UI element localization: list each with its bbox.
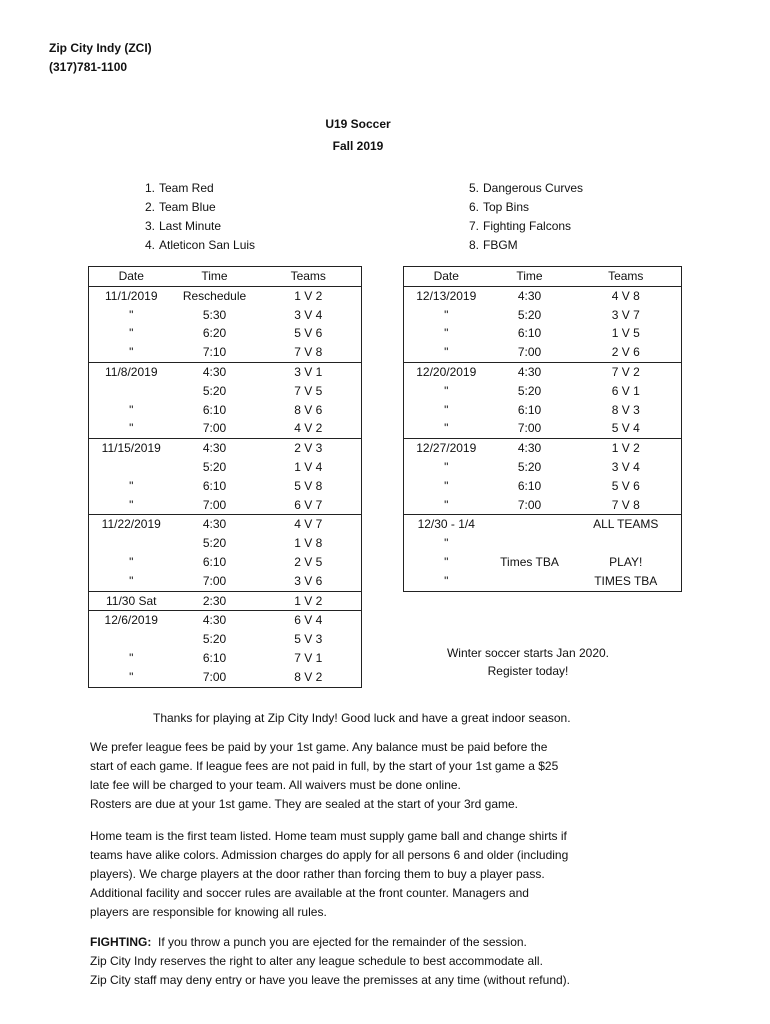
schedule-cell-teams: 1 V 2 xyxy=(256,591,362,611)
schedule-cell-time: 7:00 xyxy=(202,497,227,512)
schedule-cell-teams: 3 V 4 xyxy=(611,459,640,474)
schedule-cell-time: 6:10 xyxy=(517,402,542,417)
schedule-row xyxy=(89,382,362,401)
schedule-cell-date: 12/30 - 1/4 xyxy=(404,515,489,534)
schedule-cell-time: 7:00 xyxy=(517,421,542,436)
schedule-row xyxy=(404,286,682,305)
schedule-cell-time: 5:20 xyxy=(202,632,227,647)
schedule-cell-date: " xyxy=(129,326,134,341)
schedule-cell-teams: ALL TEAMS xyxy=(571,515,682,534)
schedule-row xyxy=(89,286,362,305)
team-name: Top Bins xyxy=(483,200,530,214)
schedule-row xyxy=(89,553,362,572)
schedule-row xyxy=(89,439,362,458)
schedule-cell-time: 5:20 xyxy=(202,383,227,398)
schedule-cell-teams: 6 V 4 xyxy=(256,611,362,630)
schedule-cell-teams: 1 V 4 xyxy=(294,459,323,474)
schedule-cell-teams: 8 V 3 xyxy=(611,402,640,417)
schedule-cell-date: 11/15/2019 xyxy=(89,439,174,458)
schedule-cell-time: 4:30 xyxy=(489,362,571,381)
schedule-table-left xyxy=(88,266,362,688)
schedule-cell-time: 5:20 xyxy=(202,459,227,474)
schedule-cell-time: 4:30 xyxy=(174,611,256,630)
schedule-cell-time: 7:00 xyxy=(202,421,227,436)
schedule-row xyxy=(404,534,682,553)
schedule-cell-date: " xyxy=(444,478,449,493)
schedule-cell-teams: 5 V 8 xyxy=(294,478,323,493)
schedule-cell-date: " xyxy=(129,669,134,684)
team-number: 7. xyxy=(468,219,479,233)
team-number: 2. xyxy=(144,200,155,214)
schedule-cell-time xyxy=(489,515,571,534)
schedule-cell-date: " xyxy=(444,573,449,588)
team-list-item xyxy=(137,236,255,255)
schedule-cell-teams: 3 V 6 xyxy=(294,573,323,588)
schedule-cell-date xyxy=(89,630,174,649)
schedule-row xyxy=(89,630,362,649)
team-list-item xyxy=(137,198,255,217)
team-name: Last Minute xyxy=(159,219,222,233)
schedule-row xyxy=(404,458,682,477)
schedule-cell-teams: 1 V 5 xyxy=(611,326,640,341)
schedule-cell-date: " xyxy=(444,326,449,341)
schedule-cell-teams: 1 V 2 xyxy=(294,288,323,303)
schedule-cell-time: 7:00 xyxy=(202,573,227,588)
fees-line: We prefer league fees be paid by your 1st game. Any balance must be paid before the xyxy=(90,740,548,754)
schedule-row xyxy=(404,515,682,534)
team-number: 5. xyxy=(468,181,479,195)
schedule-cell-date: " xyxy=(444,459,449,474)
schedule-cell-date: " xyxy=(129,421,134,436)
schedule-cell-time: 4:30 xyxy=(489,439,571,458)
teams-header: Teams xyxy=(256,267,362,287)
schedule-cell-teams: 8 V 6 xyxy=(294,402,323,417)
schedule-row xyxy=(89,343,362,362)
schedule-row xyxy=(404,419,682,438)
teams-header: Teams xyxy=(571,267,682,287)
schedule-row xyxy=(89,515,362,534)
schedule-cell-teams: 7 V 5 xyxy=(294,383,323,398)
winter-promo xyxy=(403,644,653,680)
fighting-label: FIGHTING: xyxy=(90,935,152,949)
schedule-cell-teams: 3 V 4 xyxy=(294,307,323,322)
promo-line-2: Register today! xyxy=(487,664,569,678)
schedule-cell-time: 5:20 xyxy=(202,536,227,551)
schedule-cell-time: 4:30 xyxy=(174,515,256,534)
schedule-cell-date: 12/20/2019 xyxy=(404,362,489,381)
team-list-item xyxy=(137,179,255,198)
team-name: Team Blue xyxy=(159,200,216,214)
schedule-row xyxy=(404,496,682,515)
schedule-cell-teams: 5 V 6 xyxy=(294,326,323,341)
schedule-cell-time: Reschedule xyxy=(182,288,247,303)
team-number: 6. xyxy=(468,200,479,214)
schedule-cell-date: 11/1/2019 xyxy=(105,288,158,303)
season-label: Fall 2019 xyxy=(332,139,384,153)
schedule-cell-date: 12/6/2019 xyxy=(89,611,174,630)
schedule-change-note: Zip City Indy reserves the right to alter any league schedule to best accommodate all. xyxy=(90,954,543,968)
fees-line: start of each game. If league fees are not paid in full, by the start of your 1st game a $25 xyxy=(90,759,559,773)
schedule-row xyxy=(404,553,682,572)
schedule-cell-time: 5:30 xyxy=(202,307,227,322)
schedule-row xyxy=(89,401,362,420)
schedule-cell-date: 11/22/2019 xyxy=(89,515,174,534)
fees-line: Rosters are due at your 1st game. They are sealed at the start of your 3rd game. xyxy=(90,797,519,811)
rules-line: teams have alike colors. Admission charges do apply for all persons 6 and older (including xyxy=(90,848,569,862)
schedule-cell-teams: 8 V 2 xyxy=(294,669,323,684)
schedule-row xyxy=(404,382,682,401)
schedule-cell-time xyxy=(489,534,571,553)
schedule-cell-time: 5:20 xyxy=(517,383,542,398)
schedule-cell-teams: 1 V 8 xyxy=(294,536,323,551)
date-header: Date xyxy=(404,267,489,287)
fighting-text: If you throw a punch you are ejected for the remainder of the session. xyxy=(151,935,527,949)
schedule-cell-date xyxy=(89,382,174,401)
rules-line: players). We charge players at the door rather than forcing them to buy a player pass. xyxy=(90,867,545,881)
schedule-cell-date: 11/8/2019 xyxy=(89,362,174,381)
schedule-cell-teams: 7 V 1 xyxy=(294,650,323,665)
rules-paragraph xyxy=(90,827,690,922)
schedule-cell-time: 6:20 xyxy=(202,326,227,341)
schedule-row xyxy=(404,572,682,591)
team-list-right xyxy=(461,179,583,255)
schedule-cell-time: 7:00 xyxy=(517,497,542,512)
schedule-cell-teams: 6 V 7 xyxy=(294,497,323,512)
team-name: Dangerous Curves xyxy=(483,181,584,195)
schedule-cell-time: 6:10 xyxy=(517,326,542,341)
schedule-cell-date: " xyxy=(444,421,449,436)
team-name: Atleticon San Luis xyxy=(159,238,256,252)
fees-paragraph xyxy=(90,738,690,814)
schedule-cell-teams: 5 V 6 xyxy=(611,478,640,493)
schedule-cell-time: 6:10 xyxy=(202,554,227,569)
schedule-cell-date: " xyxy=(129,402,134,417)
schedule-cell-time: 7:00 xyxy=(202,669,227,684)
thanks-message: Thanks for playing at Zip City Indy! Good luck and have a great indoor season. xyxy=(153,711,571,725)
rules-line: Home team is the first team listed. Home team must supply game ball and change shirts if xyxy=(90,829,567,843)
schedule-row xyxy=(404,477,682,496)
schedule-cell-time: 5:20 xyxy=(517,307,542,322)
team-number: 4. xyxy=(144,238,155,252)
schedule-cell-teams: PLAY! xyxy=(609,554,643,569)
schedule-row xyxy=(89,458,362,477)
schedule-cell-date: " xyxy=(444,402,449,417)
fighting-paragraph xyxy=(90,933,730,990)
schedule-cell-time: 4:30 xyxy=(174,439,256,458)
schedule-cell-time xyxy=(489,572,571,591)
schedule-row xyxy=(89,591,362,611)
schedule-cell-teams: 7 V 8 xyxy=(294,345,323,360)
team-number: 1. xyxy=(144,181,155,195)
schedule-cell-time: 4:30 xyxy=(174,362,256,381)
schedule-row xyxy=(89,419,362,438)
promo-line-1: Winter soccer starts Jan 2020. xyxy=(446,646,610,660)
schedule-row xyxy=(89,611,362,630)
schedule-row xyxy=(89,649,362,668)
team-list-item xyxy=(461,198,583,217)
schedule-cell-teams: 6 V 1 xyxy=(611,383,640,398)
schedule-cell-date: " xyxy=(444,307,449,322)
schedule-cell-teams: TIMES TBA xyxy=(594,573,658,588)
schedule-row xyxy=(404,439,682,458)
schedule-row xyxy=(404,401,682,420)
schedule-cell-date: " xyxy=(444,536,449,551)
schedule-cell-time: 5:20 xyxy=(517,459,542,474)
team-list-item xyxy=(461,217,583,236)
team-name: FBGM xyxy=(483,238,518,252)
schedule-cell-date: " xyxy=(129,573,134,588)
schedule-cell-teams: 1 V 2 xyxy=(571,439,682,458)
team-list-item xyxy=(461,236,583,255)
schedule-cell-time: 6:10 xyxy=(202,650,227,665)
schedule-row xyxy=(89,362,362,381)
schedule-cell-date: " xyxy=(444,345,449,360)
schedule-header-row xyxy=(404,267,682,287)
schedule-cell-date: " xyxy=(129,345,134,360)
schedule-cell-teams: 5 V 3 xyxy=(294,632,323,647)
schedule-cell-teams: 2 V 6 xyxy=(611,345,640,360)
schedule-row xyxy=(89,306,362,325)
schedule-row xyxy=(89,572,362,591)
schedule-cell-date: " xyxy=(444,497,449,512)
schedule-cell-time: 4:30 xyxy=(517,288,542,303)
schedule-cell-time: 6:10 xyxy=(517,478,542,493)
schedule-row xyxy=(404,362,682,381)
schedule-cell-time: 6:10 xyxy=(202,402,227,417)
schedule-row xyxy=(89,534,362,553)
schedule-row xyxy=(89,668,362,687)
schedule-row xyxy=(404,306,682,325)
schedule-cell-time: Times TBA xyxy=(500,554,559,569)
schedule-header-row xyxy=(89,267,362,287)
team-list-left xyxy=(137,179,255,255)
schedule-row xyxy=(89,496,362,515)
team-number: 8. xyxy=(468,238,479,252)
schedule-cell-time: 6:10 xyxy=(202,478,227,493)
schedule-row xyxy=(89,324,362,343)
schedule-cell-teams: 7 V 2 xyxy=(571,362,682,381)
schedule-cell-date: 12/27/2019 xyxy=(404,439,489,458)
schedule-cell-date: " xyxy=(444,383,449,398)
schedule-cell-teams: 4 V 2 xyxy=(294,421,323,436)
fighting-line xyxy=(90,933,730,952)
team-list-item xyxy=(461,179,583,198)
org-name: Zip City Indy (ZCI) xyxy=(49,41,152,55)
schedule-cell-teams: 7 V 8 xyxy=(611,497,640,512)
schedule-cell-date: " xyxy=(129,650,134,665)
schedule-row xyxy=(89,477,362,496)
schedule-cell-teams: 3 V 7 xyxy=(611,307,640,322)
schedule-cell-date: " xyxy=(129,497,134,512)
schedule-cell-date: " xyxy=(129,307,134,322)
schedule-cell-teams xyxy=(571,534,682,553)
schedule-cell-teams: 4 V 8 xyxy=(611,288,640,303)
rules-line: players are responsible for knowing all rules. xyxy=(90,905,327,919)
schedule-cell-date xyxy=(89,458,174,477)
schedule-cell-date xyxy=(89,534,174,553)
fees-line: late fee will be charged to your team. All waivers must be done online. xyxy=(90,778,461,792)
rules-line: Additional facility and soccer rules are available at the front counter. Managers and xyxy=(90,886,529,900)
schedule-cell-teams: 3 V 1 xyxy=(256,362,362,381)
schedule-cell-time: 7:10 xyxy=(202,345,227,360)
schedule-cell-date: " xyxy=(129,478,134,493)
schedule-cell-teams: 2 V 5 xyxy=(294,554,323,569)
team-name: Fighting Falcons xyxy=(483,219,572,233)
time-header: Time xyxy=(489,267,571,287)
schedule-cell-teams: 4 V 7 xyxy=(256,515,362,534)
schedule-cell-time: 2:30 xyxy=(174,591,256,611)
page-title: U19 Soccer xyxy=(325,117,391,131)
schedule-cell-date: " xyxy=(129,554,134,569)
schedule-cell-date: 11/30 Sat xyxy=(89,591,174,611)
schedule-row xyxy=(404,324,682,343)
schedule-row xyxy=(404,343,682,362)
team-number: 3. xyxy=(144,219,155,233)
time-header: Time xyxy=(174,267,256,287)
schedule-cell-teams: 2 V 3 xyxy=(256,439,362,458)
schedule-cell-time: 7:00 xyxy=(517,345,542,360)
schedule-cell-teams: 5 V 4 xyxy=(611,421,640,436)
org-phone: (317)781-1100 xyxy=(49,60,128,74)
team-name: Team Red xyxy=(159,181,214,195)
schedule-table-right xyxy=(403,266,682,592)
team-list-item xyxy=(137,217,255,236)
entry-policy-note: Zip City staff may deny entry or have you leave the premisses at any time (without refund). xyxy=(90,973,570,987)
schedule-cell-date: 12/13/2019 xyxy=(416,288,477,303)
schedule-cell-date: " xyxy=(444,554,449,569)
date-header: Date xyxy=(89,267,174,287)
